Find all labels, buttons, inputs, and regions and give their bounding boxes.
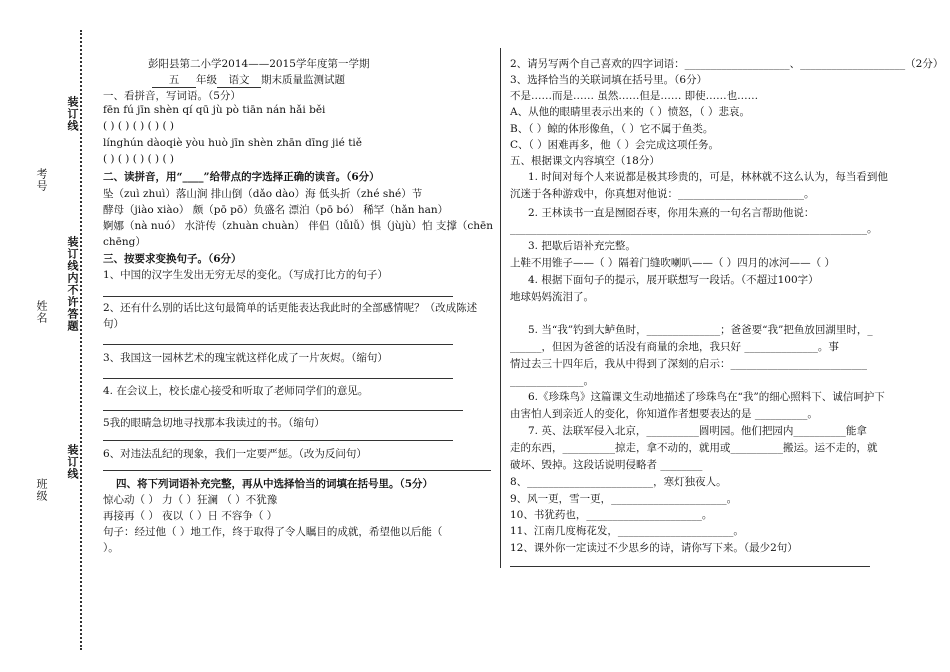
s5-q10: 10、书犹药也，______________________。 [510,509,713,521]
section1-answer-row2: ( ) ( ) ( ) ( ) ( ) [103,153,175,165]
section1-pinyin-row1: fēn fú jīn shèn qí qū jù pò tiān nán hǎi běi [103,104,326,116]
section3-title: 三、按要求变换句子。（6分） [103,253,242,265]
section3-q2: 2、还有什么别的话比这句最简单的话更能表达我此时的全部感情呢？（改成陈述 [103,302,478,314]
section1-pinyin-row2: línghún dàoqiè yòu huò jīn shèn zhān dīng jié tiě [103,137,362,149]
s5-q7-line1: 7. 英、法联军侵入北京，__________圆明园。他们把园内__________能拿 [528,425,867,437]
answer-line [103,378,453,379]
q3-a: A、从他的眼睛里表示出来的（ ）愤怒，（ ）悲哀。 [510,106,751,118]
s5-q2-answer: ____________________________________________________________________。 [510,223,878,235]
column-divider [500,48,501,568]
s5-q11: 11、江南几度梅花发，______________________。 [510,525,744,537]
subject-value: 语文 [217,72,261,88]
s5-q5-line1: 5. 当“我”钓到大鲈鱼时，______________；爸爸要“我”把鱼放回湖里时，_ [528,324,873,336]
kaohao-label: 考号 [35,168,48,192]
s5-q4-prompt: 地球妈妈流泪了。 [510,291,594,303]
s5-q9: 9、风一更，雪一更，______________________。 [510,493,738,505]
section4-title-text: 四、将下列词语补充完整，再从中选择恰当的词填在括号里。（5分） [116,478,434,490]
section4-line4: ）。 [103,542,119,554]
answer-line [103,470,491,471]
exam-title: 彭阳县第二小学2014——2015学年度第一学期 [148,58,370,70]
section4-line1: 惊心动（ ） 力（ ）狂澜 （ ）不犹豫 [103,494,278,506]
s5-q6-line1: 6.《珍珠鸟》这篇课文生动地描述了珍珠鸟在“我”的细心照料下、诚信呵护下 [528,391,885,403]
section2-line4: chēng） [103,236,146,248]
section3-q4: 4. 在会议上，校长虚心接受和听取了老师同学们的意见。 [103,385,369,397]
s5-q12: 12、课外你一定读过不少思乡的诗，请你写下来。（最少2句） [510,542,798,554]
section3-q2-cont: 句） [103,318,124,330]
answer-line [103,410,463,411]
q3-c: C、（ ）困难再多，他（ ）会完成这项任务。 [510,139,719,151]
section3-q1: 1、中国的汉字生发出无穷无尽的变化。（写成打比方的句子） [103,269,388,281]
section4-title [116,476,433,491]
section1-answer-row1: ( ) ( ) ( ) ( ) ( ) [103,120,175,132]
section3-q5: 5我的眼睛急切地寻找那本我读过的书。（缩句） [103,417,325,429]
s5-q2: 2. 王林读书一直是囫囵吞枣，你用朱熹的一句名言帮助他说： [528,207,815,219]
section1-title: 一、看拼音，写词语。（5分） [103,90,241,102]
s5-q4: 4. 根据下面句子的提示，展开联想写一段话。（不超过100字） [528,274,819,286]
binding-dotted-line [80,30,82,650]
s5-q7-line2: 走的东西，__________掠走，拿不动的，就用或__________搬运。运不走的，就 [510,442,878,454]
grade-value: 五 [152,72,196,88]
binding-line-bottom: 装订线 [66,444,79,480]
exam-subtitle [152,72,345,88]
s5-q1-line2: 沉迷于各种游戏中，你真想对他说：________________________。 [510,188,815,200]
answer-line [510,566,870,567]
s5-q8: 8、________________________，寒灯独夜人。 [510,476,727,488]
s5-q3-items: 上鞋不用锥子——（ ）隔着门缝吹喇叭——（ ）四月的冰河——（ ） [510,257,836,269]
s5-q5-line3: 情过去三十四年后，我从中得到了深刻的启示：__________________________ [510,358,867,370]
q2-four-char-words: 2、请另写两个自己喜欢的四字词语：____________________、____________________（2分） [510,58,944,70]
answer-line [103,344,453,345]
section3-q3: 3、我国这一园林艺术的瑰宝就这样化成了一片灰烬。（缩句） [103,352,388,364]
section3-q6: 6、对违法乱纪的现象，我们一定要严惩。（改为反问句） [103,448,367,460]
s5-q7-line3: 破坏、毁掉。这段话说明侵略者 ________ [510,459,703,471]
s5-q5-line2: ______，但因为爸爸的话没有商量的余地，我只好 ______________。事 [510,341,839,353]
grade-suffix: 年级 [196,74,217,86]
q3-title: 3、选择恰当的关联词填在括号里。（6分） [510,74,708,86]
xingming-label: 姓名 [35,300,48,324]
section5-title: 五、根据课文内容填空（18分） [510,155,660,167]
answer-line [103,440,453,441]
q3-b: B、（ ）鲸的体形像鱼，（ ）它不属于鱼类。 [510,123,714,135]
banji-label: 班级 [35,478,48,502]
answer-line [103,296,453,297]
q3-options: 不是……而是…… 虽然……但是…… 即使……也…… [510,90,759,102]
s5-q6-line2: 由害怕人到亲近人的变化，你知道作者想要表达的是 __________。 [510,408,818,420]
subtitle-tail: 期末质量监测试题 [261,74,345,86]
binding-no-answer: 装订线内不许答题 [66,236,79,332]
section2-line2: 酵母（jiào xiào） 颇（pō pō）负盛名 漂泊（pō bó） 稀罕（hǎn han） [103,204,449,216]
s5-q1-line1: 1. 时间对每个人来说都是极其珍贵的，可是，林林就不这么认为，每当看到他 [528,171,888,183]
section4-line3: 句子：经过他（ ）地工作，终于取得了令人瞩目的成就，希望他以后能（ [103,526,443,538]
binding-line-top: 装订线 [66,96,79,132]
section4-line2: 再接再（ ） 夜以（ ）日 不容争（ ） [103,510,278,522]
section2-line3: 婀娜（nà nuó） 水浒传（zhuàn chuàn） 伴侣（lǚlǚ）惧（jùjù）怕 支撑（chēn [103,220,493,232]
s5-q5-line4: ______________。 [510,375,594,387]
s5-q3: 3. 把歇后语补充完整。 [528,240,636,252]
section2-line1: 坠（zuì zhuì）落山涧 排山倒（dǎo dào）海 低头折（zhé shé）节 [103,188,423,200]
section2-title: 二、读拼音，用“____”给带点的字选择正确的读音。（6分） [103,171,380,183]
